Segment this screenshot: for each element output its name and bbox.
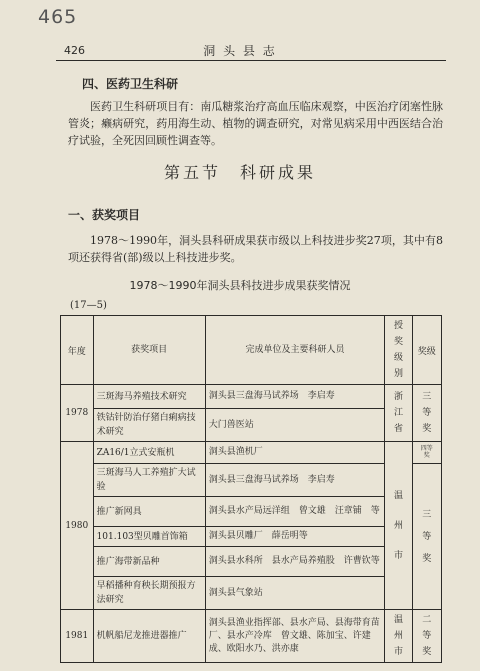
header-grade: 奖级: [412, 316, 441, 385]
header-item: 获奖项目: [93, 316, 205, 385]
paragraph-awards: 1978～1990年，洞头县科研成果获市级以上科技进步奖27项，其中有8项还获得省(部)级以上科技进步奖。: [68, 234, 443, 264]
table-row: [61, 577, 442, 610]
cell-year: 1978: [61, 385, 94, 442]
cell-grade: 二等奖: [412, 610, 441, 663]
cell-grade: 四等奖: [412, 442, 441, 464]
table-row: [61, 385, 442, 409]
table-row: [61, 464, 442, 497]
cell-grade: 三等奖: [412, 385, 441, 442]
header-year: 年度: [61, 316, 94, 385]
cell-item: 铁钴针防治仔猪白痢病技术研究: [93, 409, 205, 442]
cell-award-level: 浙江省: [385, 385, 412, 442]
cell-unit: 洞头县三盘海马试养场 李启寿: [205, 385, 385, 409]
header-rule: [56, 60, 446, 61]
cell-item: 三斑海马养殖技术研究: [93, 385, 205, 409]
section-heading-awards: 一、获奖项目: [68, 208, 141, 222]
cell-year: 1981: [61, 610, 94, 663]
handwritten-page-number: 465: [38, 6, 78, 28]
cell-item: 推广海带新品种: [93, 547, 205, 577]
cell-item: 推广新网具: [93, 497, 205, 527]
cell-unit: 洞头县渔机厂: [205, 442, 385, 464]
table-row: [61, 497, 442, 527]
running-title: 洞 头 县 志: [203, 44, 277, 58]
cell-item: 101.103型贝雕首饰箱: [93, 527, 205, 547]
cell-item: 三斑海马人工养殖扩大试验: [93, 464, 205, 497]
cell-award-level: 温州市: [385, 610, 412, 663]
table-number: (17—5): [70, 300, 107, 311]
page-number: 426: [64, 44, 85, 57]
cell-unit: 洞头县气象站: [205, 577, 385, 610]
cell-grade: 三等奖: [412, 464, 441, 610]
table-row: [61, 610, 442, 663]
header-award-level: 授奖级别: [385, 316, 412, 385]
table-row: [61, 409, 442, 442]
cell-item: ZA16/1立式安瓶机: [93, 442, 205, 464]
table-title: 1978～1990年洞头县科技进步成果获奖情况: [129, 279, 351, 292]
table-row: [61, 527, 442, 547]
section-heading-medical-research: 四、医药卫生科研: [82, 77, 179, 91]
chapter-title: 第五节 科研成果: [163, 163, 316, 182]
awards-table: [60, 315, 442, 663]
cell-unit: 洞头县水科所 县水产局养殖股 许曹钦等: [205, 547, 385, 577]
cell-unit: 洞头县渔业指挥部、县水产局、县海带育苗厂、县水产冷库 曾文雄、陈加宝、许建成、欧阳水乃、洪亦康: [205, 610, 385, 663]
cell-unit: 洞头县三盘海马试养场 李启寿: [205, 464, 385, 497]
cell-unit: 洞头县贝雕厂 薛岳明等: [205, 527, 385, 547]
table-row: [61, 442, 442, 464]
cell-item: 机帆船尼龙推进器推广: [93, 610, 205, 663]
table-row: [61, 547, 442, 577]
paragraph-medical-research: 医药卫生科研项目有：南瓜糖浆治疗高血压临床观察，中医治疗闭塞性脉管炎；癞病研究，药用海生动、植物的调查研究，对常见病采用中西医结合治疗试验，全死因回顾性调查等。: [68, 100, 443, 147]
header-unit: 完成单位及主要科研人员: [205, 316, 385, 385]
cell-award-level: 温州市: [385, 442, 412, 610]
table-header-row: [61, 316, 442, 385]
cell-item: 早稻播种育秧长期预报方法研究: [93, 577, 205, 610]
cell-unit: 洞头县水产局远洋组 曾文雄 汪章铺 等: [205, 497, 385, 527]
cell-unit: 大门兽医站: [205, 409, 385, 442]
cell-year: 1980: [61, 442, 94, 610]
